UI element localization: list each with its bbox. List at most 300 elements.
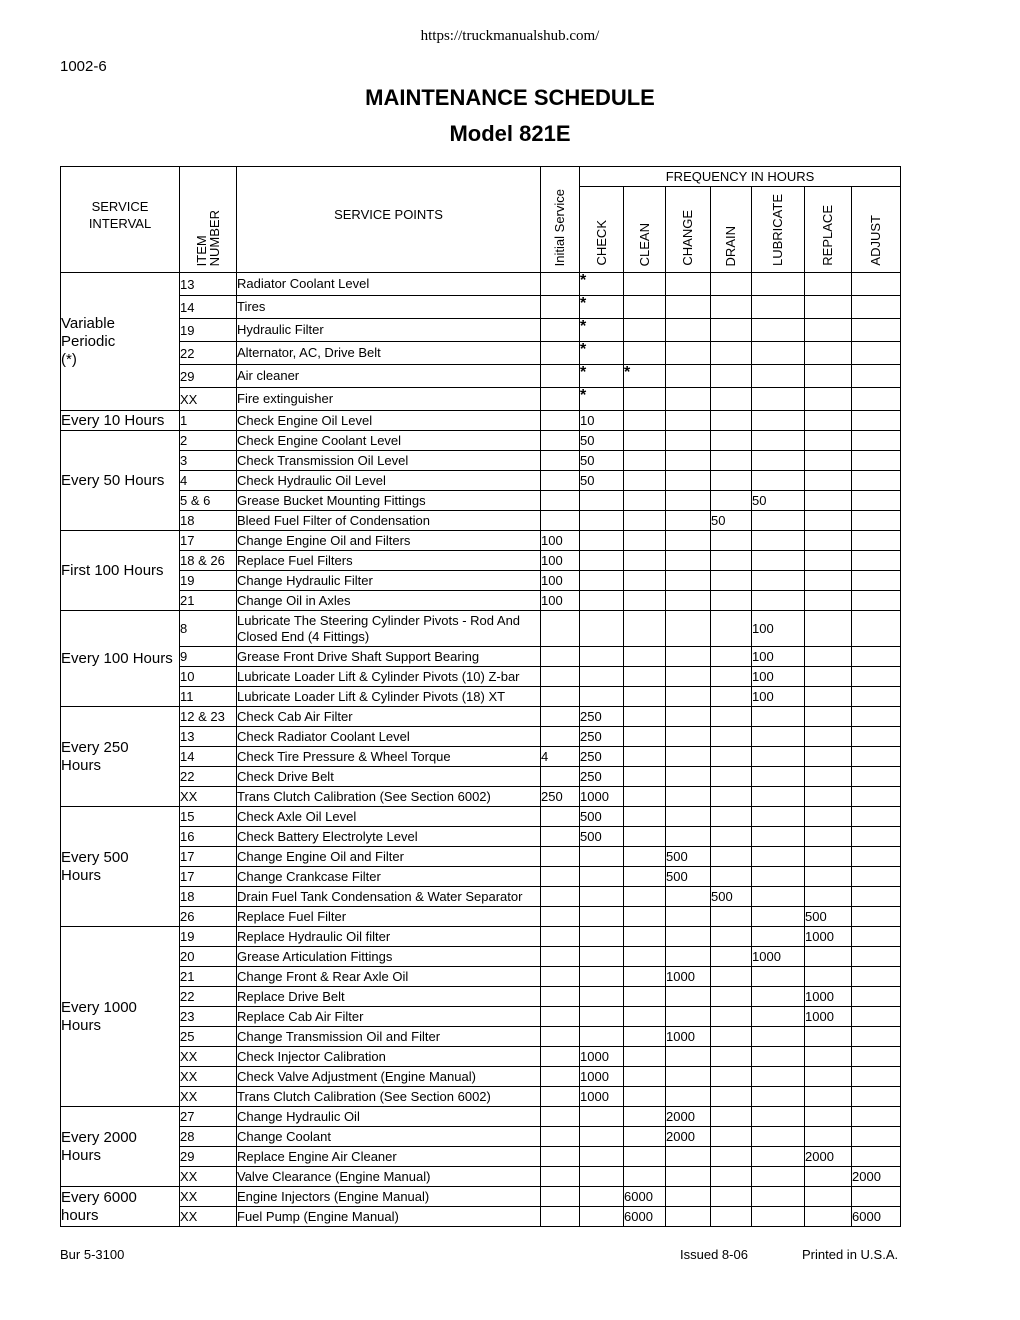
frequency-cell-check (580, 365, 624, 388)
periodic-marker: * (580, 272, 587, 289)
maintenance-schedule-table (60, 166, 901, 1227)
frequency-cell-check (580, 571, 624, 591)
frequency-cell-clean (624, 967, 666, 987)
service-point-cell: Fire extinguisher (237, 388, 541, 411)
frequency-cell-check (580, 471, 624, 491)
frequency-cell-change (666, 967, 711, 987)
frequency-cell-lubricate (752, 647, 805, 667)
initial-service-cell (541, 365, 580, 388)
initial-service-cell (541, 947, 580, 967)
frequency-cell-replace (805, 907, 852, 927)
frequency-cell-clean (624, 907, 666, 927)
frequency-cell-drain (711, 727, 752, 747)
frequency-cell-check (580, 707, 624, 727)
frequency-cell-replace (805, 967, 852, 987)
frequency-cell-check (580, 411, 624, 431)
table-row (61, 411, 901, 431)
frequency-cell-replace (805, 887, 852, 907)
frequency-cell-change (666, 727, 711, 747)
item-number-cell: 19 (180, 571, 237, 591)
frequency-cell-lubricate (752, 967, 805, 987)
frequency-cell-change (666, 927, 711, 947)
initial-service-cell (541, 907, 580, 927)
frequency-cell-clean (624, 847, 666, 867)
service-point-cell: Grease Front Drive Shaft Support Bearing (237, 647, 541, 667)
frequency-cell-clean (624, 273, 666, 296)
item-number-cell: 10 (180, 667, 237, 687)
table-row (61, 747, 901, 767)
frequency-cell-change (666, 511, 711, 531)
frequency-cell-clean (624, 667, 666, 687)
header-freq-drain (711, 187, 752, 273)
frequency-cell-drain (711, 431, 752, 451)
table-row (61, 342, 901, 365)
frequency-cell-clean (624, 388, 666, 411)
table-row (61, 707, 901, 727)
table-row (61, 1167, 901, 1187)
service-interval-cell: Every 50 Hours (61, 431, 180, 531)
frequency-cell-replace (805, 847, 852, 867)
service-interval-cell: Every 100 Hours (61, 611, 180, 707)
frequency-cell-check (580, 342, 624, 365)
frequency-cell-clean (624, 365, 666, 388)
item-number-cell: 21 (180, 967, 237, 987)
initial-service-cell (541, 1027, 580, 1047)
frequency-cell-drain (711, 767, 752, 787)
table-row (61, 319, 901, 342)
initial-service-cell (541, 342, 580, 365)
service-point-cell: Replace Fuel Filters (237, 551, 541, 571)
initial-service-cell (541, 1207, 580, 1227)
frequency-cell-drain (711, 927, 752, 947)
table-row (61, 1087, 901, 1107)
frequency-cell-drain (711, 787, 752, 807)
item-number-cell: 27 (180, 1107, 237, 1127)
frequency-cell-adjust (852, 388, 901, 411)
frequency-cell-clean (624, 491, 666, 511)
frequency-cell-lubricate (752, 987, 805, 1007)
table-row (61, 867, 901, 887)
service-point-cell: Check Battery Electrolyte Level (237, 827, 541, 847)
initial-service-cell (541, 1187, 580, 1207)
frequency-cell-adjust (852, 1127, 901, 1147)
item-number-cell: 18 (180, 511, 237, 531)
frequency-cell-change (666, 388, 711, 411)
frequency-cell-replace (805, 927, 852, 947)
frequency-cell-drain (711, 667, 752, 687)
frequency-cell-replace (805, 431, 852, 451)
hours-value: 1000 (666, 969, 695, 984)
source-url: https://truckmanualshub.com/ (420, 28, 600, 44)
table-row (61, 727, 901, 747)
service-point-cell: Change Hydraulic Filter (237, 571, 541, 591)
frequency-cell-clean (624, 707, 666, 727)
service-interval-cell: Variable Periodic (*) (61, 273, 180, 411)
page-subtitle: Model 821E (449, 121, 571, 146)
table-row (61, 927, 901, 947)
frequency-cell-check (580, 967, 624, 987)
frequency-cell-replace (805, 1187, 852, 1207)
frequency-cell-check (580, 947, 624, 967)
hours-value: 500 (711, 889, 733, 904)
frequency-cell-drain (711, 1107, 752, 1127)
frequency-cell-replace (805, 747, 852, 767)
hours-value: 500 (666, 849, 688, 864)
frequency-cell-clean (624, 1167, 666, 1187)
table-row (61, 591, 901, 611)
frequency-cell-clean (624, 319, 666, 342)
frequency-cell-replace (805, 1087, 852, 1107)
frequency-cell-check (580, 647, 624, 667)
hours-value: 100 (541, 573, 563, 588)
item-number-cell: 3 (180, 451, 237, 471)
frequency-cell-drain (711, 511, 752, 531)
footer-printed: Printed in U.S.A. (802, 1247, 899, 1262)
frequency-cell-drain (711, 747, 752, 767)
frequency-cell-lubricate (752, 767, 805, 787)
initial-service-cell (541, 1007, 580, 1027)
hours-value: 50 (752, 493, 767, 508)
hours-value: 1000 (580, 789, 609, 804)
frequency-cell-clean (624, 767, 666, 787)
service-point-cell: Lubricate Loader Lift & Cylinder Pivots (10) Z-bar (237, 667, 541, 687)
frequency-cell-change (666, 907, 711, 927)
frequency-cell-change (666, 273, 711, 296)
hours-value: 50 (580, 433, 595, 448)
frequency-cell-drain (711, 1007, 752, 1027)
header-freq-clean (624, 187, 666, 273)
frequency-cell-adjust (852, 947, 901, 967)
frequency-cell-clean (624, 947, 666, 967)
frequency-cell-change (666, 1007, 711, 1027)
frequency-cell-drain (711, 1027, 752, 1047)
frequency-cell-check (580, 1187, 624, 1207)
frequency-cell-replace (805, 342, 852, 365)
service-interval-cell: Every 2000 Hours (61, 1107, 180, 1187)
initial-service-cell (541, 707, 580, 727)
initial-service-cell (541, 887, 580, 907)
frequency-cell-change (666, 591, 711, 611)
footer-issued: Issued 8-06 (680, 1247, 748, 1262)
frequency-cell-drain (711, 847, 752, 867)
hours-value: 100 (541, 593, 563, 608)
frequency-cell-clean (624, 1127, 666, 1147)
frequency-cell-clean (624, 887, 666, 907)
frequency-cell-lubricate (752, 591, 805, 611)
frequency-cell-replace (805, 767, 852, 787)
item-number-cell: 22 (180, 767, 237, 787)
service-point-cell: Replace Engine Air Cleaner (237, 1147, 541, 1167)
frequency-cell-replace (805, 1107, 852, 1127)
service-point-cell: Grease Bucket Mounting Fittings (237, 491, 541, 511)
frequency-cell-adjust (852, 867, 901, 887)
header-frequency: FREQUENCY IN HOURS (580, 167, 901, 187)
frequency-cell-drain (711, 342, 752, 365)
initial-service-cell (541, 296, 580, 319)
hours-value: 100 (752, 689, 774, 704)
initial-service-cell (541, 1107, 580, 1127)
frequency-cell-clean (624, 747, 666, 767)
frequency-cell-change (666, 491, 711, 511)
frequency-cell-adjust (852, 273, 901, 296)
service-point-cell: Change Coolant (237, 1127, 541, 1147)
item-number-cell: 2 (180, 431, 237, 451)
frequency-cell-check (580, 531, 624, 551)
frequency-cell-lubricate (752, 1107, 805, 1127)
table-row (61, 1127, 901, 1147)
frequency-cell-clean (624, 451, 666, 471)
service-point-cell: Radiator Coolant Level (237, 273, 541, 296)
frequency-cell-lubricate (752, 411, 805, 431)
frequency-cell-check (580, 867, 624, 887)
frequency-cell-replace (805, 296, 852, 319)
frequency-cell-change (666, 551, 711, 571)
hours-value: 4 (541, 749, 549, 764)
frequency-cell-check (580, 807, 624, 827)
table-row (61, 807, 901, 827)
initial-service-cell (541, 747, 580, 767)
frequency-cell-drain (711, 273, 752, 296)
frequency-cell-check (580, 1127, 624, 1147)
frequency-cell-drain (711, 1207, 752, 1227)
hours-value: 6000 (624, 1209, 653, 1224)
frequency-cell-check (580, 927, 624, 947)
frequency-cell-replace (805, 451, 852, 471)
table-row (61, 273, 901, 296)
table-row (61, 511, 901, 531)
hours-value: 2000 (805, 1149, 834, 1164)
frequency-cell-adjust (852, 591, 901, 611)
hours-value: 100 (541, 553, 563, 568)
hours-value: 1000 (805, 929, 834, 944)
frequency-cell-change (666, 647, 711, 667)
hours-value: 500 (666, 869, 688, 884)
frequency-cell-clean (624, 611, 666, 647)
hours-value: 2000 (852, 1169, 881, 1184)
service-interval-cell: First 100 Hours (61, 531, 180, 611)
service-point-cell: Check Valve Adjustment (Engine Manual) (237, 1067, 541, 1087)
frequency-cell-adjust (852, 491, 901, 511)
periodic-marker: * (580, 364, 587, 381)
frequency-cell-drain (711, 987, 752, 1007)
frequency-cell-drain (711, 451, 752, 471)
service-point-cell: Alternator, AC, Drive Belt (237, 342, 541, 365)
frequency-cell-replace (805, 787, 852, 807)
service-point-cell: Check Injector Calibration (237, 1047, 541, 1067)
hours-value: 50 (580, 453, 595, 468)
frequency-cell-replace (805, 827, 852, 847)
initial-service-cell (541, 571, 580, 591)
initial-service-cell (541, 647, 580, 667)
table-row (61, 687, 901, 707)
initial-service-cell (541, 451, 580, 471)
frequency-cell-check (580, 431, 624, 451)
frequency-cell-check (580, 1107, 624, 1127)
table-row (61, 388, 901, 411)
table-row (61, 531, 901, 551)
item-number-cell: XX (180, 1047, 237, 1067)
initial-service-cell (541, 273, 580, 296)
service-point-cell: Check Cab Air Filter (237, 707, 541, 727)
service-point-cell: Change Oil in Axles (237, 591, 541, 611)
frequency-cell-change (666, 807, 711, 827)
table-row (61, 1047, 901, 1067)
frequency-cell-adjust (852, 471, 901, 491)
table-row (61, 1027, 901, 1047)
frequency-cell-adjust (852, 987, 901, 1007)
frequency-cell-adjust (852, 767, 901, 787)
service-point-cell: Trans Clutch Calibration (See Section 6002) (237, 1087, 541, 1107)
item-number-cell: 28 (180, 1127, 237, 1147)
initial-service-cell (541, 491, 580, 511)
frequency-cell-change (666, 867, 711, 887)
frequency-cell-drain (711, 1167, 752, 1187)
frequency-cell-replace (805, 1207, 852, 1227)
frequency-cell-change (666, 767, 711, 787)
frequency-cell-drain (711, 1067, 752, 1087)
item-number-cell: 19 (180, 927, 237, 947)
initial-service-cell (541, 687, 580, 707)
hours-value: 100 (541, 533, 563, 548)
hours-value: 1000 (805, 989, 834, 1004)
table-row (61, 551, 901, 571)
frequency-cell-replace (805, 1067, 852, 1087)
frequency-cell-drain (711, 1187, 752, 1207)
table-row (61, 1207, 901, 1227)
header-freq-label: REPLACE (820, 205, 835, 266)
frequency-cell-change (666, 987, 711, 1007)
service-point-cell: Replace Fuel Filter (237, 907, 541, 927)
frequency-cell-lubricate (752, 747, 805, 767)
frequency-cell-clean (624, 531, 666, 551)
frequency-cell-replace (805, 1047, 852, 1067)
frequency-cell-lubricate (752, 1007, 805, 1027)
table-row (61, 471, 901, 491)
item-number-cell: 14 (180, 747, 237, 767)
frequency-cell-clean (624, 1047, 666, 1067)
service-point-cell: Change Engine Oil and Filters (237, 531, 541, 551)
item-number-cell: 19 (180, 319, 237, 342)
item-number-cell: 15 (180, 807, 237, 827)
frequency-cell-adjust (852, 611, 901, 647)
frequency-cell-check (580, 687, 624, 707)
service-point-cell: Trans Clutch Calibration (See Section 6002) (237, 787, 541, 807)
frequency-cell-check (580, 591, 624, 611)
frequency-cell-drain (711, 647, 752, 667)
frequency-cell-adjust (852, 411, 901, 431)
initial-service-cell (541, 531, 580, 551)
header-freq-replace (805, 187, 852, 273)
header-freq-label: CHECK (593, 220, 609, 266)
frequency-cell-change (666, 947, 711, 967)
header-freq-label: CLEAN (636, 222, 652, 266)
hours-value: 1000 (805, 1009, 834, 1024)
frequency-cell-clean (624, 411, 666, 431)
initial-service-cell (541, 388, 580, 411)
hours-value: 250 (580, 709, 602, 724)
service-point-cell: Change Engine Oil and Filter (237, 847, 541, 867)
item-number-cell: 16 (180, 827, 237, 847)
periodic-marker: * (580, 341, 587, 358)
periodic-marker: * (580, 295, 587, 312)
frequency-cell-change (666, 342, 711, 365)
frequency-cell-drain (711, 611, 752, 647)
service-point-cell: Replace Hydraulic Oil filter (237, 927, 541, 947)
frequency-cell-change (666, 319, 711, 342)
frequency-cell-lubricate (752, 827, 805, 847)
initial-service-cell (541, 431, 580, 451)
footer-document-code: Bur 5-3100 (60, 1247, 125, 1262)
frequency-cell-check (580, 667, 624, 687)
frequency-cell-replace (805, 1127, 852, 1147)
hours-value: 100 (752, 649, 774, 664)
service-point-cell: Drain Fuel Tank Condensation & Water Separator (237, 887, 541, 907)
header-item-number (180, 167, 237, 273)
service-interval-cell: Every 10 Hours (61, 411, 180, 431)
service-interval-cell: Every 6000 hours (61, 1187, 180, 1227)
header-freq-check (580, 187, 624, 273)
item-number-cell: 12 & 23 (180, 707, 237, 727)
frequency-cell-lubricate (752, 296, 805, 319)
frequency-cell-drain (711, 1147, 752, 1167)
initial-service-cell (541, 667, 580, 687)
frequency-cell-adjust (852, 531, 901, 551)
frequency-cell-check (580, 847, 624, 867)
table-row (61, 827, 901, 847)
initial-service-cell (541, 967, 580, 987)
service-point-cell: Bleed Fuel Filter of Condensation (237, 511, 541, 531)
frequency-cell-clean (624, 827, 666, 847)
hours-value: 1000 (580, 1049, 609, 1064)
frequency-cell-replace (805, 707, 852, 727)
frequency-cell-clean (624, 571, 666, 591)
service-point-cell: Replace Drive Belt (237, 987, 541, 1007)
initial-service-cell (541, 1127, 580, 1147)
hours-value: 1000 (666, 1029, 695, 1044)
frequency-cell-adjust (852, 687, 901, 707)
frequency-cell-lubricate (752, 388, 805, 411)
frequency-cell-check (580, 1147, 624, 1167)
frequency-cell-adjust (852, 827, 901, 847)
frequency-cell-adjust (852, 1027, 901, 1047)
hours-value: 50 (580, 473, 595, 488)
service-point-cell: Change Crankcase Filter (237, 867, 541, 887)
frequency-cell-adjust (852, 667, 901, 687)
item-number-cell: 25 (180, 1027, 237, 1047)
service-point-cell: Check Axle Oil Level (237, 807, 541, 827)
frequency-cell-lubricate (752, 867, 805, 887)
frequency-cell-replace (805, 551, 852, 571)
frequency-cell-lubricate (752, 531, 805, 551)
frequency-cell-lubricate (752, 1147, 805, 1167)
frequency-cell-adjust (852, 747, 901, 767)
frequency-cell-adjust (852, 807, 901, 827)
frequency-cell-adjust (852, 787, 901, 807)
item-number-cell: 23 (180, 1007, 237, 1027)
frequency-cell-lubricate (752, 511, 805, 531)
item-number-cell: 29 (180, 1147, 237, 1167)
frequency-cell-drain (711, 365, 752, 388)
frequency-cell-drain (711, 1047, 752, 1067)
frequency-cell-lubricate (752, 431, 805, 451)
initial-service-cell (541, 727, 580, 747)
table-row (61, 667, 901, 687)
table-row (61, 947, 901, 967)
frequency-cell-check (580, 296, 624, 319)
initial-service-cell (541, 511, 580, 531)
frequency-cell-drain (711, 491, 752, 511)
frequency-cell-lubricate (752, 727, 805, 747)
